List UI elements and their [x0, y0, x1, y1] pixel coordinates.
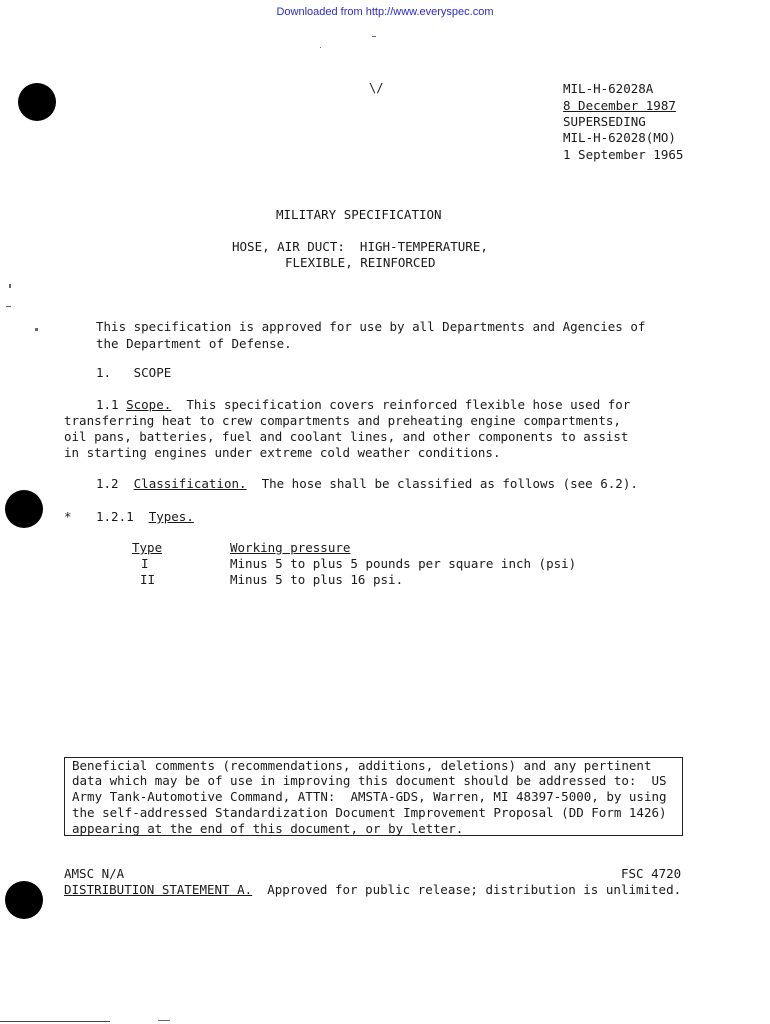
- scan-edge-line: [0, 1021, 110, 1022]
- doc-date: 8 December 1987: [563, 98, 676, 113]
- types-row-pressure: Minus 5 to plus 5 pounds per square inch (psi): [230, 556, 577, 571]
- spec-title-line1: HOSE, AIR DUCT: HIGH-TEMPERATURE,: [232, 239, 488, 254]
- doc-number: MIL-H-62028A: [563, 81, 654, 96]
- paragraph-1-1-line4: in starting engines under extreme cold weather conditions.: [64, 445, 501, 460]
- paragraph-number: 1.1: [96, 397, 127, 412]
- types-row-type: II: [140, 572, 156, 587]
- scan-speck: [6, 306, 11, 307]
- download-note[interactable]: Downloaded from http://www.everyspec.com: [276, 6, 494, 18]
- scan-speck: [35, 328, 38, 331]
- fsc-code: FSC 4720: [621, 866, 682, 881]
- punch-hole-bottom: [5, 881, 43, 919]
- comments-line: Beneficial comments (recommendations, additions, deletions) and any pertinent: [72, 758, 652, 773]
- types-col-header-type: Type: [132, 540, 163, 555]
- paragraph-1-2-1: [96, 509, 194, 525]
- paragraph-1-2: [96, 476, 638, 492]
- approval-line2: the Department of Defense.: [96, 336, 292, 351]
- superseding-label: SUPERSEDING: [563, 114, 646, 129]
- paragraph-number: 1.2: [96, 476, 134, 491]
- punch-hole-top: [18, 83, 56, 121]
- types-row-type: I: [141, 556, 149, 571]
- paragraph-number: 1.2.1: [96, 509, 149, 524]
- punch-hole-middle: [5, 490, 43, 528]
- superseded-date: 1 September 1965: [563, 147, 684, 162]
- distribution-label: DISTRIBUTION STATEMENT A.: [64, 882, 253, 897]
- comments-line: data which may be of use in improving this document should be addressed to: US: [72, 773, 667, 788]
- spec-heading: MILITARY SPECIFICATION: [276, 207, 442, 222]
- amsc-code: AMSC N/A: [64, 866, 125, 881]
- check-mark: \/: [369, 81, 384, 95]
- scan-speck: [320, 47, 321, 48]
- scan-speck: [372, 36, 376, 37]
- paragraph-title: Classification.: [133, 476, 247, 491]
- change-mark: *: [64, 509, 72, 524]
- paragraph-title: Scope.: [126, 397, 172, 412]
- types-col-header-pressure: Working pressure: [230, 540, 351, 555]
- paragraph-1-1-line3: oil pans, batteries, fuel and coolant lines, and other components to assist: [64, 429, 629, 444]
- paragraph-text: This specification covers reinforced flexible hose used for: [171, 397, 631, 412]
- comments-line: Army Tank-Automotive Command, ATTN: AMSTA-GDS, Warren, MI 48397-5000, by using: [72, 789, 667, 804]
- distribution-text: Approved for public release; distribution is unlimited.: [252, 882, 682, 897]
- paragraph-1-1-line2: transferring heat to crew compartments and preheating engine compartments,: [64, 413, 621, 428]
- types-row-pressure: Minus 5 to plus 16 psi.: [230, 572, 404, 587]
- comments-line: the self-addressed Standardization Document Improvement Proposal (DD Form 1426): [72, 805, 667, 820]
- scan-speck: [9, 284, 11, 288]
- paragraph-text: The hose shall be classified as follows (see 6.2).: [246, 476, 638, 491]
- superseded-number: MIL-H-62028(MO): [563, 130, 676, 145]
- scope-heading: 1. SCOPE: [96, 365, 172, 380]
- spec-title-line2: FLEXIBLE, REINFORCED: [285, 255, 436, 270]
- scan-speck: [158, 1020, 170, 1021]
- comments-line: appearing at the end of this document, or by letter.: [72, 821, 464, 836]
- approval-line1: This specification is approved for use by all Departments and Agencies of: [96, 319, 646, 334]
- distribution-statement: [64, 882, 681, 898]
- paragraph-title: Types.: [148, 509, 194, 524]
- paragraph-1-1: [96, 397, 630, 413]
